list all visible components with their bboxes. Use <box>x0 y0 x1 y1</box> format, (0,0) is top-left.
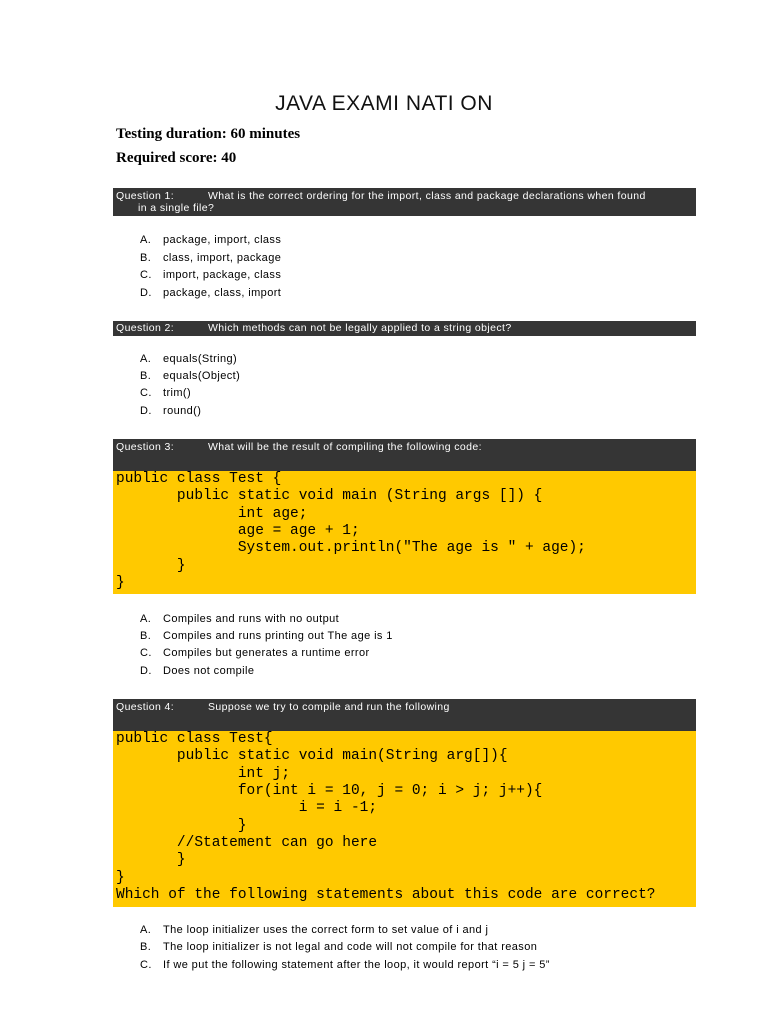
option-letter: A. <box>140 613 152 625</box>
code-line: } <box>116 575 125 591</box>
option-text: equals(String) <box>163 353 238 365</box>
code-line: public static void main(String arg[]){ <box>116 748 508 764</box>
question-number: Question 3: <box>116 441 175 453</box>
code-line: i = i -1; <box>116 800 378 816</box>
code-line: age = age + 1; <box>116 523 360 539</box>
code-line: int age; <box>116 506 308 522</box>
question-number: Question 2: <box>116 322 175 334</box>
code-line: } <box>116 852 186 868</box>
option-letter: D. <box>140 287 152 299</box>
code-line: } <box>116 870 125 886</box>
option-text: The loop initializer is not legal and code will not compile for that reason <box>163 941 538 953</box>
question-4-header <box>113 699 696 731</box>
code-line: } <box>116 818 247 834</box>
code-line: Which of the following statements about this code are correct? <box>116 887 656 903</box>
option-letter: C. <box>140 269 152 281</box>
code-line: int j; <box>116 766 291 782</box>
option-letter: A. <box>140 353 152 365</box>
option-text: round() <box>163 405 202 417</box>
option-text: If we put the following statement after the loop, it would report “i = 5 j = 5” <box>163 959 550 971</box>
option-text: package, import, class <box>163 234 282 246</box>
option-letter: A. <box>140 234 152 246</box>
option-text: The loop initializer uses the correct form to set value of i and j <box>163 924 489 936</box>
option-text: class, import, package <box>163 252 282 264</box>
code-line: } <box>116 558 186 574</box>
code-line: public static void main (String args []) { <box>116 488 543 504</box>
option-letter: D. <box>140 405 152 417</box>
option-text: Compiles and runs printing out The age is 1 <box>163 630 393 642</box>
code-line: System.out.println("The age is " + age); <box>116 540 586 556</box>
option-letter: B. <box>140 941 152 953</box>
option-letter: D. <box>140 665 152 677</box>
question-text: Suppose we try to compile and run the following <box>208 701 450 713</box>
code-line: for(int i = 10, j = 0; i > j; j++){ <box>116 783 543 799</box>
page-title: JAVA EXAMI NATI ON <box>275 92 493 115</box>
option-letter: C. <box>140 387 152 399</box>
question-number: Question 4: <box>116 701 175 713</box>
option-letter: B. <box>140 252 152 264</box>
question-text-continued: in a single file? <box>138 202 215 214</box>
code-line: public class Test { <box>116 471 282 487</box>
question-4-code-block <box>113 731 696 907</box>
required-score: Required score: 40 <box>116 150 237 166</box>
option-letter: A. <box>140 924 152 936</box>
code-line: public class Test{ <box>116 731 273 747</box>
option-text: trim() <box>163 387 192 399</box>
option-text: Does not compile <box>163 665 255 677</box>
question-text: What will be the result of compiling the following code: <box>208 441 482 453</box>
question-3-header <box>113 439 696 471</box>
option-text: import, package, class <box>163 269 282 281</box>
option-letter: C. <box>140 959 152 971</box>
question-text: Which methods can not be legally applied to a string object? <box>208 322 512 334</box>
option-text: package, class, import <box>163 287 282 299</box>
question-2-header <box>113 321 696 336</box>
option-letter: B. <box>140 370 152 382</box>
question-text: What is the correct ordering for the import, class and package declarations when found <box>208 190 646 202</box>
question-1-header <box>113 188 696 216</box>
option-text: Compiles but generates a runtime error <box>163 647 370 659</box>
option-text: equals(Object) <box>163 370 241 382</box>
option-letter: C. <box>140 647 152 659</box>
testing-duration: Testing duration: 60 minutes <box>116 126 301 142</box>
question-3-code-block <box>113 471 696 594</box>
option-letter: B. <box>140 630 152 642</box>
question-number: Question 1: <box>116 190 175 202</box>
code-line: //Statement can go here <box>116 835 378 851</box>
option-text: Compiles and runs with no output <box>163 613 340 625</box>
